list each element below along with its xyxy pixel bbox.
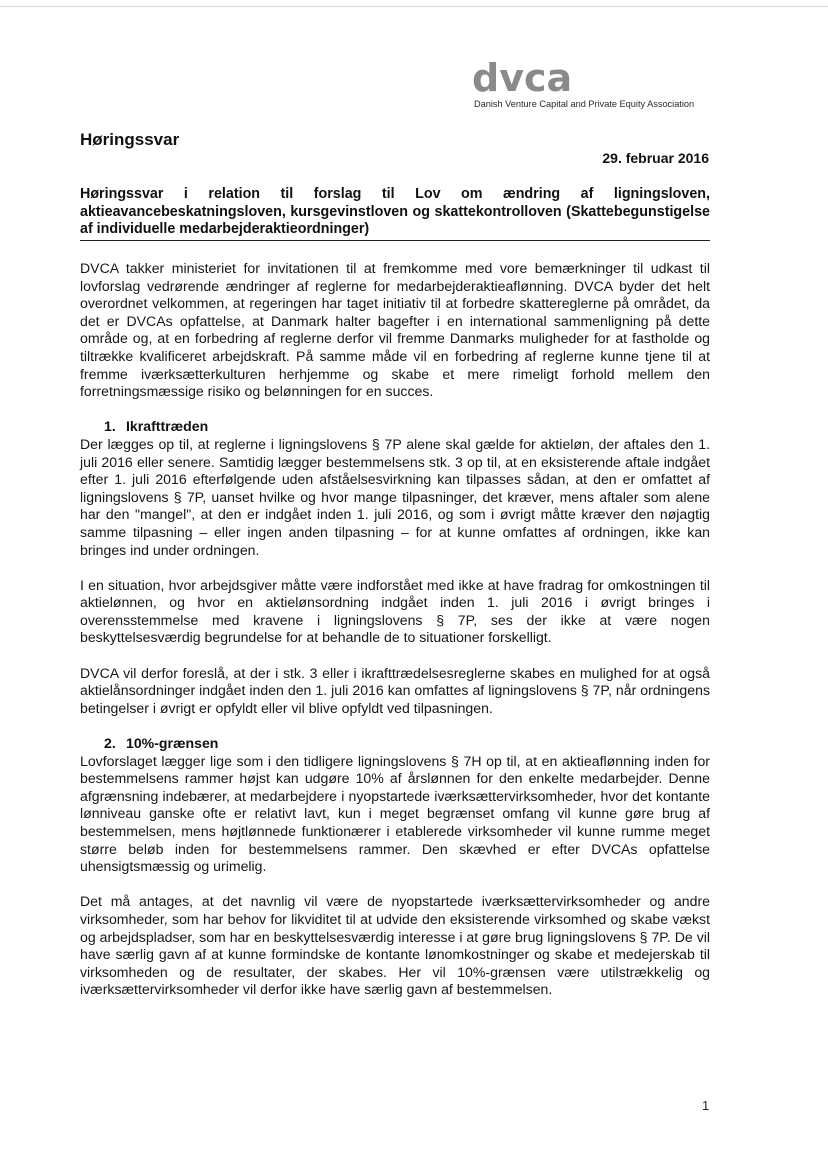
subject-line: Høringssvar i relation til forslag til Lov om ændring af ligningsloven, aktieavancebeskatningsloven, kursgevinstloven og skattekontrolloven (Skattebegunstigelse af individuelle medarbejderaktieordninger) [80,186,710,237]
body-paragraph: Der lægges op til, at reglerne i ligningslovens § 7P alene skal gælde for aktieløn, der aftales den 1. juli 2016 eller senere. Samtidig lægger bestemmelsens stk. 3 op til, at en eksisterende aftale indgået efter 1. juli 2016 efterfølgende uden afståelsesvirkning kan tilpasses sådan, at den er omfattet af ligningslovens § 7P, uanset hvilke og hvor mange tilpasninger, det kræver, mens aftaler som alene har den "mangel", at den er indgået inden 1. juli 2016, og som i øvrigt måtte kræver den nøjagtig samme tilpasning – eller ingen anden tilpasning – for at kunne omfattes af ordningen, ikke kan bringes ind under ordningen. [80,435,710,558]
dvca-logo [474,58,714,110]
intro-paragraph: DVCA takker ministeriet for invitationen til at fremkomme med vore bemærkninger til udkast til lovforslag vedrørende ændringer af reglerne for medarbejderaktieaflønning. DVCA byder det helt overordnet velkommen, at regeringen har taget initiativ til at forbedre skattereglerne på området, da det er DVCAs opfattelse, at Danmark halter bagefter i en international sammenligning på dette område og, at en forbedring af reglerne derfor vil fremme Danmarks muligheder for at fastholde og tiltrække kvalificeret arbejdskraft. På samme måde vil en forbedring af reglerne kunne tjene til at fremme iværksætterkulturen herhjemme og skabe et mere rimeligt forhold mellem den forretningsmæssige risiko og belønningen for en succes. [80,260,710,400]
page-number: 1 [702,1098,710,1113]
document-heading: Høringssvar [80,130,180,149]
subject-underline [80,240,710,241]
document-date: 29. februar 2016 [602,150,709,166]
section-number: 1. [104,418,116,435]
body-paragraph: Lovforslaget lægger lige som i den tidligere ligningslovens § 7H op til, at en aktieaflønning inden for bestemmelsens rammer højst kan udgøre 10% af årslønnen for den enkelte medarbejder. Denne afgrænsning indebærer, at medarbejdere i nyopstartede iværksættervirksomheder, hvor det kontante lønniveau ganske ofte er relativt lavt, kun i meget begrænset omfang vil kunne gøre brug af bestemmelsen, mens højtlønnede funktionærer i etablerede virksomheder vil kunne rumme meget større beløb inden for bestemmelsens rammer. Den skævhed er efter DVCAs opfattelse uhensigtsmæssig og urimelig. [80,752,710,875]
section-heading [80,418,710,436]
section-heading [80,735,710,753]
section-number: 2. [104,735,116,752]
scan-edge-line [0,6,828,7]
logo-wordmark: dvca [472,56,573,100]
section-title: Ikrafttræden [126,418,209,435]
body-paragraph: Det må antages, at det navnlig vil være de nyopstartede iværksættervirksomheder og andre virksomheder, som har behov for likviditet til at udvide den eksisterende virksomhed og skabe vækst og arbejdspladser, som har en beskyttelsesværdig interesse i at gøre brug ligningslovens § 7P. De vil have særlig gavn af at kunne formindske de kontante lønomkostninger og skabe et medejerskab til virksomheden og de resultater, der skabes. Her vil 10%-grænsen være utilstrækkelig og iværksættervirksomheder vil derfor ikke have særlig gavn af bestemmelsen. [80,893,710,998]
section-title: 10%-grænsen [126,735,219,752]
logo-tagline: Danish Venture Capital and Private Equity Association [474,99,695,109]
body-paragraph: DVCA vil derfor foreslå, at der i stk. 3 eller i ikrafttrædelsesreglerne skabes en mulighed for at også aktielånsordninger indgået inden den 1. juli 2016 kan omfattes af ligningslovens § 7P, når ordningens betingelser i øvrigt er opfyldt eller vil blive opfyldt ved tilpasningen. [80,664,710,716]
body-paragraph: I en situation, hvor arbejdsgiver måtte være indforstået med ikke at have fradrag for omkostningen til aktielønnen, og hvor en aktielønsordning indgået inden 1. juli 2016 i øvrigt bringes i overensstemmelse med kravene i ligningslovens § 7P, ses der ikke at være nogen beskyttelsesværdig begrundelse for at behandle de to situationer forskelligt. [80,576,710,646]
letter-body [80,260,710,1017]
